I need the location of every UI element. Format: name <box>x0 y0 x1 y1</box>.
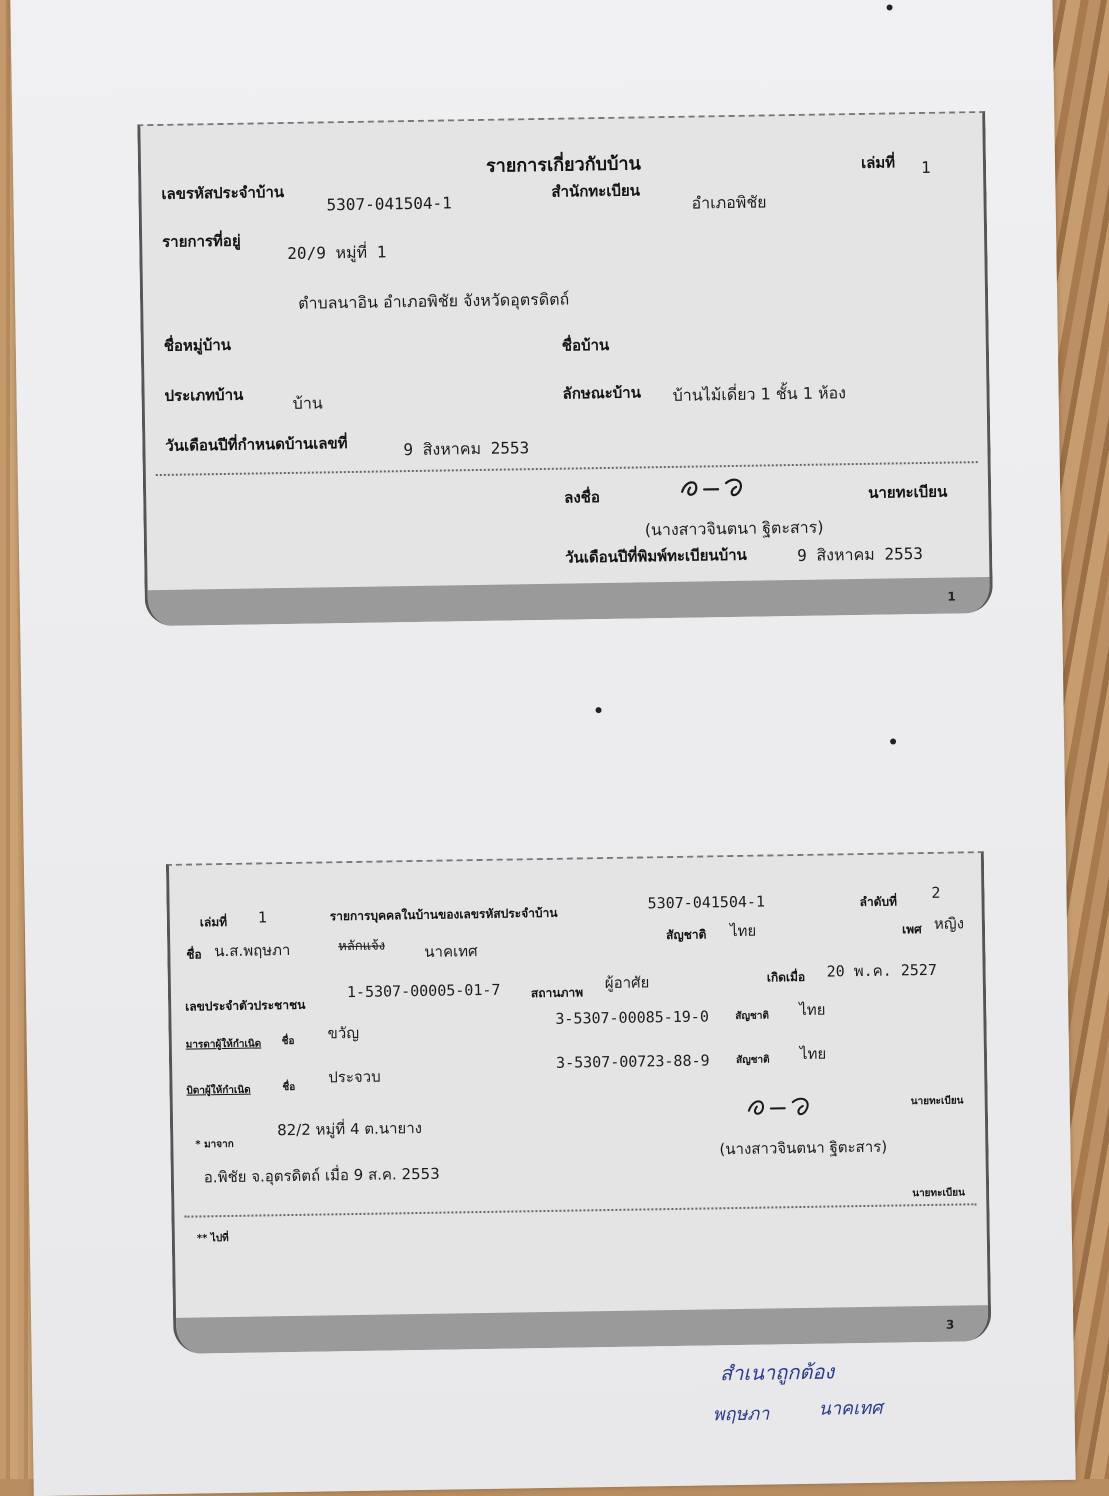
father-name-label: ชื่อ <box>282 1081 296 1094</box>
mother-name: ขวัญ <box>327 1023 360 1043</box>
registrar-name: (นางสาวจินตนา ฐิตะสาร) <box>644 517 824 540</box>
house-code-label: เลขรหัสประจำบ้าน <box>161 183 285 203</box>
separator-line <box>156 461 978 476</box>
assigned-date-label: วันเดือนปีที่กำหนดบ้านเลขที่ <box>165 434 348 455</box>
moved-from-line-2: อ.พิชัย จ.อุตรดิตถ์ เมื่อ 9 ส.ค. 2553 <box>203 1164 440 1187</box>
mother-label: มารดาผู้ให้กำเนิด <box>185 1038 262 1051</box>
print-date-value: 9 สิงหาคม 2553 <box>796 544 924 565</box>
registrar-title-label: นายทะเบียน <box>868 482 948 502</box>
person-name: น.ส.พฤษภา <box>214 940 291 961</box>
birth-date-value: 20 พ.ค. 2527 <box>826 960 938 981</box>
certified-copy-note: สำเนาถูกต้อง <box>719 1359 835 1386</box>
house-name-label: ชื่อบ้าน <box>561 335 610 355</box>
father-name: ประจวบ <box>328 1067 381 1087</box>
moved-to-label: ** ไปที่ <box>196 1232 229 1245</box>
sex-label: เพศ <box>901 922 922 937</box>
mother-nationality-label: สัญชาติ <box>735 1010 769 1023</box>
toner-speck <box>890 738 896 744</box>
book-number: 1 <box>920 157 931 177</box>
nationality-label: สัญชาติ <box>665 927 707 943</box>
father-label: บิดาผู้ให้กำเนิด <box>186 1084 251 1097</box>
status-value: ผู้อาศัย <box>604 973 650 993</box>
handwritten-first-name: พฤษภา <box>712 1403 770 1426</box>
birth-date-label: เกิดเมื่อ <box>766 969 806 985</box>
house-style-value: บ้านไม้เดี่ยว 1 ชั้น 1 ห้อง <box>672 383 847 405</box>
card-footer-bar <box>148 577 990 626</box>
person-registrar-signature <box>741 1092 831 1125</box>
status-label: สถานภาพ <box>530 985 584 1001</box>
book-label: เล่มที่ <box>860 153 896 172</box>
page-number: 1 <box>947 589 956 604</box>
registrar-label-bottom: นายทะเบียน <box>910 1095 964 1108</box>
sex-value: หญิง <box>933 914 965 933</box>
moved-from-label: * มาจาก <box>195 1138 234 1151</box>
address-line-1: 20/9 หมู่ที่ 1 <box>287 242 387 263</box>
sign-label: ลงชื่อ <box>564 488 601 507</box>
father-nationality: ไทย <box>799 1044 827 1064</box>
assigned-date-value: 9 สิงหาคม 2553 <box>403 438 530 460</box>
nationality-value: ไทย <box>729 921 757 941</box>
father-nationality-label: สัญชาติ <box>735 1054 770 1067</box>
mother-name-label: ชื่อ <box>281 1035 295 1048</box>
order-number: 2 <box>931 883 941 902</box>
toner-speck <box>887 4 893 10</box>
toner-speck <box>596 707 602 713</box>
father-id: 3-5307-00723-88-9 <box>555 1051 710 1072</box>
name-label: ชื่อ <box>186 947 202 962</box>
person-surname: นาคเทศ <box>424 942 478 961</box>
mother-id: 3-5307-00085-19-0 <box>555 1007 710 1028</box>
house-type-value: บ้าน <box>292 393 323 413</box>
person-house-code: 5307-041504-1 <box>647 892 766 913</box>
person-card <box>166 851 992 1354</box>
moved-from-line-1: 82/2 หมู่ที่ 4 ต.นายาง <box>276 1118 423 1140</box>
registrar-label-moveout: นายทะเบียน <box>912 1187 966 1200</box>
handwritten-surname: นาคเทศ <box>818 1397 883 1420</box>
citizen-id-value: 1-5307-00005-01-7 <box>346 980 501 1002</box>
print-date-label: วันเดือนปีที่พิมพ์ทะเบียนบ้าน <box>565 545 747 567</box>
house-type-label: ประเภทบ้าน <box>164 385 244 405</box>
order-label: ลำดับที่ <box>859 894 898 910</box>
citizen-id-label: เลขประจำตัวประชาชน <box>185 997 306 1014</box>
mother-nationality: ไทย <box>799 1000 826 1020</box>
person-separator-line <box>184 1203 976 1217</box>
person-book-number: 1 <box>257 908 267 927</box>
old-surname-struck: หลักแจ้ง <box>338 938 386 955</box>
person-page-number: 3 <box>945 1317 955 1332</box>
address-label: รายการที่อยู่ <box>162 231 241 251</box>
person-registrar-name: (นางสาวจินตนา ฐิตะสาร) <box>719 1137 888 1159</box>
photocopy-sheet <box>10 0 1075 1496</box>
house-style-label: ลักษณะบ้าน <box>562 383 642 403</box>
registry-office-label: สำนักทะเบียน <box>551 181 641 201</box>
village-label: ชื่อหมู่บ้าน <box>163 335 232 355</box>
person-card-footer-bar <box>176 1305 988 1354</box>
registry-office-value: อำเภอพิชัย <box>691 192 767 213</box>
person-card-title: รายการบุคคลในบ้านของเลขรหัสประจำบ้าน <box>329 905 558 924</box>
house-code-value: 5307-041504-1 <box>326 193 452 215</box>
household-card <box>137 111 993 626</box>
household-card-title: รายการเกี่ยวกับบ้าน <box>485 153 642 177</box>
person-book-label: เล่มที่ <box>199 914 228 930</box>
registrar-signature <box>674 468 765 505</box>
address-line-2: ตำบลนาอิน อำเภอพิชัย จังหวัดอุตรดิตถ์ <box>297 289 570 313</box>
